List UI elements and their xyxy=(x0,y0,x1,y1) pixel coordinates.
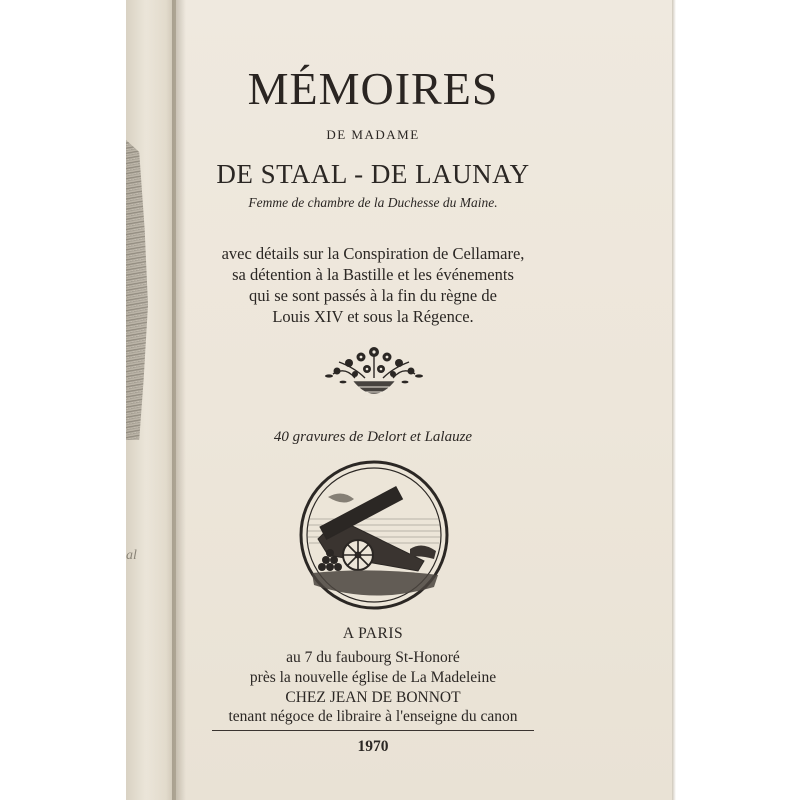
publisher-city: A PARIS xyxy=(342,625,404,642)
description-line: sa détention à la Bastille et les événements xyxy=(232,265,514,284)
page-edge xyxy=(672,0,676,800)
left-page-signature: al xyxy=(126,548,137,563)
publisher-address-line: tenant négoce de libraire à l'enseigne du canon xyxy=(228,708,518,725)
cannon-medallion xyxy=(298,459,450,611)
flower-basket-ornament xyxy=(325,344,423,404)
publisher-address-line: près la nouvelle église de La Madeleine xyxy=(249,669,497,686)
byline-prefix: DE MADAME xyxy=(326,127,420,142)
publication-year: 1970 xyxy=(357,738,389,755)
book-title: MÉMOIRES xyxy=(247,63,499,114)
description-line: avec détails sur la Conspiration de Cellamare, xyxy=(221,244,525,263)
description-line: Louis XIV et sous la Régence. xyxy=(272,307,474,326)
author-subtitle: Femme de chambre de la Duchesse du Maine. xyxy=(248,195,498,210)
engravings-credit: 40 gravures de Delort et Lalauze xyxy=(273,429,473,445)
publisher-address-line: au 7 du faubourg St-Honoré xyxy=(286,649,460,666)
publisher-name: CHEZ JEAN DE BONNOT xyxy=(285,689,461,706)
divider-rule xyxy=(212,730,534,731)
author-name: DE STAAL - DE LAUNAY xyxy=(216,159,530,189)
description-line: qui se sont passés à la fin du règne de xyxy=(249,286,497,305)
